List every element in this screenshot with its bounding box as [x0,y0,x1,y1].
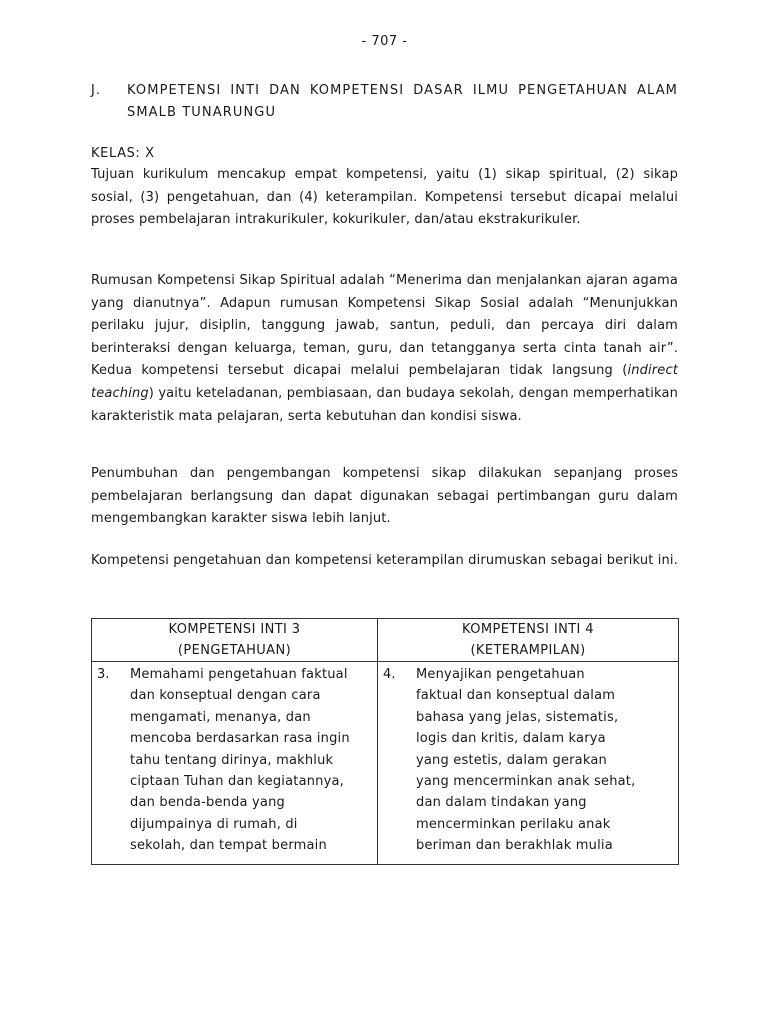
ki4-line: Menyajikan pengetahuan [416,667,585,682]
ki4-line: yang mencerminkan anak sehat, [416,774,636,790]
header-ki3-line2: (PENGETAHUAN) [177,643,292,658]
page-number: - 707 - [361,34,408,49]
paragraph-kompetensi-intro: Kompetensi pengetahuan dan kompetensi keterampilan dirumuskan sebagai berikut ini. [91,553,678,568]
ki3-line: sekolah, dan tempat bermain [130,838,327,854]
ki4-line: beriman dan berakhlak mulia [416,838,613,854]
kompetensi-table [91,618,679,865]
ki4-text [416,664,678,857]
ki3-line: tahu tentang dirinya, makhluk [130,752,334,768]
ki3-number: 3. [97,667,110,682]
ki4-line: faktual dan konseptual dalam [416,688,616,704]
paragraph-tujuan: Tujuan kurikulum mencakup empat kompetensi, yaitu (1) sikap spiritual, (2) sikap sosial, (3) pengetahuan, dan (4) keterampilan. Kompetensi tersebut dicapai melalui proses pembelajaran intrakurikuler, kokurikuler, dan/atau ekstrakurikuler. [91,167,678,228]
paragraph-penumbuhan: Penumbuhan dan pengembangan kompetensi sikap dilakukan sepanjang proses pembelajaran berlangsung dan dapat digunakan sebagai pertimbangan guru dalam mengembangkan karakter siswa lebih lanjut. [91,466,678,527]
table-row [92,662,679,865]
ki4-line: yang estetis, dalam gerakan [416,752,607,768]
header-ki4-line2: (KETERAMPILAN) [470,643,586,658]
ki3-line: dijumpainya di rumah, di [130,816,298,832]
paragraph-rumusan-part2: ) yaitu keteladanan, pembiasaan, dan budaya sekolah, dengan memperhatikan karakteristik mata pelajaran, serta kebutuhan dan kondisi siswa. [91,385,678,424]
ki3-line: Memahami pengetahuan faktual [130,667,348,682]
ki3-line: mengamati, menanya, dan [130,709,311,725]
section-title: KOMPETENSI INTI DAN KOMPETENSI DASAR ILMU PENGETAHUAN ALAM SMALB TUNARUNGU [127,83,678,120]
ki3-line: dan benda-benda yang [130,795,285,811]
cell-ki3 [92,662,378,865]
ki4-line: bahasa yang jelas, sistematis, [416,709,619,725]
ki3-line: dan konseptual dengan cara [130,688,321,704]
ki3-line: ciptaan Tuhan dan kegiatannya, [130,774,345,790]
paragraph-rumusan [91,270,678,428]
ki4-number: 4. [383,667,396,682]
paragraph-rumusan-italic: indirect teaching [91,363,678,401]
cell-ki4 [378,662,679,865]
header-ki3-line1: KOMPETENSI INTI 3 [168,622,301,637]
header-ki4-line1: KOMPETENSI INTI 4 [462,622,594,637]
ki3-line: mencoba berdasarkan rasa ingin [130,731,350,747]
section-letter: J. [91,83,102,98]
header-ki3 [92,619,378,662]
paragraph-rumusan-part1: Rumusan Kompetensi Sikap Spiritual adalah “Menerima dan menjalankan ajaran agama yang dianutnya”. Adapun rumusan Kompetensi Sikap Sosial adalah “Menunjukkan perilaku jujur, disiplin, tanggung jawab, santun, peduli, dan percaya diri dalam berinteraksi dengan keluarga, teman, guru, dan tetangganya serta cinta tanah air”. Kedua kompetensi tersebut dicapai melalui pembelajaran tidak langsung ( [91,273,678,379]
header-ki4 [378,619,679,662]
kelas-label: KELAS: X [91,146,155,161]
ki4-line: mencerminkan perilaku anak [416,816,611,832]
section-heading [91,80,678,124]
ki4-line: logis dan kritis, dalam karya [416,731,606,747]
ki3-text [130,664,377,857]
ki4-line: dan dalam tindakan yang [416,795,587,811]
table-header-row [92,619,679,662]
